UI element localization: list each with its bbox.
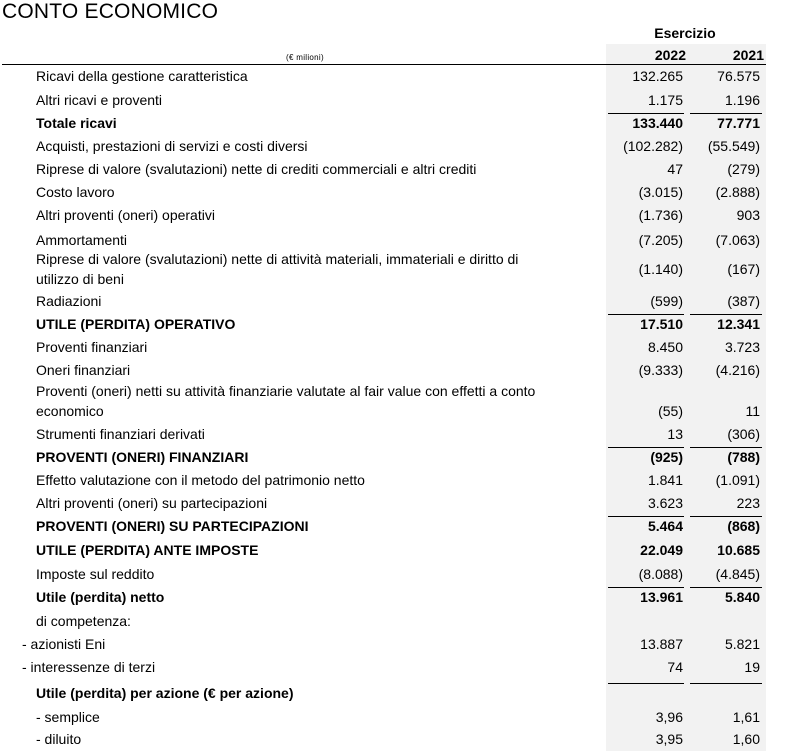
value-2022: 133.440 (632, 115, 683, 131)
subtotal-rule (690, 314, 762, 315)
value-2021: 1,61 (732, 709, 760, 725)
row-label: - azionisti Eni (22, 636, 106, 652)
row-label: Effetto valutazione con il metodo del patrimonio netto (36, 472, 365, 488)
row-label: PROVENTI (ONERI) SU PARTECIPAZIONI (36, 518, 309, 534)
value-2021: 77.771 (717, 115, 760, 131)
value-2021: 3.723 (724, 339, 760, 355)
value-2022: (1.736) (638, 207, 683, 223)
row-label: Costo lavoro (36, 184, 115, 200)
row-label: Acquisti, prestazioni di servizi e costi diversi (36, 138, 308, 154)
row-label: Altri proventi (oneri) operativi (36, 207, 215, 223)
value-2022: 13 (667, 426, 683, 442)
value-2022: (7.205) (638, 232, 683, 248)
row-label-continuation: economico (36, 403, 104, 419)
row-label: Totale ricavi (36, 115, 117, 131)
value-2021: 5.821 (724, 636, 760, 652)
header-rule (2, 64, 766, 65)
row-label: Utile (perdita) netto (36, 589, 165, 605)
value-2022: (599) (650, 293, 683, 309)
subtotal-rule (608, 587, 684, 588)
subtotal-rule (608, 447, 684, 448)
row-label-continuation: utilizzo di beni (36, 271, 124, 287)
value-2022: 74 (667, 659, 683, 675)
row-label: Riprese di valore (svalutazioni) nette di crediti commerciali e altri crediti (36, 161, 477, 177)
row-label: - interessenze di terzi (22, 659, 156, 675)
value-2021: (55.549) (707, 138, 760, 154)
value-2022: 47 (667, 161, 683, 177)
subtotal-rule (608, 314, 684, 315)
row-label: Radiazioni (36, 293, 102, 309)
row-label: - diluito (36, 731, 82, 747)
row-label: Ammortamenti (36, 232, 128, 248)
value-2021: (279) (727, 161, 760, 177)
value-2022: 1.175 (647, 92, 683, 108)
row-label: Strumenti finanziari derivati (36, 426, 205, 442)
row-label: Altri proventi (oneri) su partecipazioni (36, 495, 268, 511)
value-2021: (4.845) (715, 566, 760, 582)
value-2022: (925) (650, 449, 683, 465)
value-2022: (102.282) (623, 138, 683, 154)
year-2022-header: 2022 (654, 47, 686, 63)
value-2022: (8.088) (638, 566, 683, 582)
value-2021: (1.091) (715, 472, 760, 488)
value-2022: 3.623 (647, 495, 683, 511)
value-2022: 1.841 (647, 472, 683, 488)
value-2021: (167) (727, 261, 760, 277)
row-label: Proventi finanziari (36, 339, 148, 355)
subtotal-rule (690, 587, 762, 588)
value-2021: 1.196 (724, 92, 760, 108)
subtotal-rule (690, 683, 762, 684)
value-2021: (7.063) (715, 232, 760, 248)
value-2022: 3,96 (655, 709, 683, 725)
row-label: Imposte sul reddito (36, 566, 155, 582)
value-2021: 10.685 (717, 542, 760, 558)
unit-label: (€ milioni) (286, 53, 324, 62)
value-2021: 76.575 (717, 68, 760, 84)
row-label: UTILE (PERDITA) ANTE IMPOSTE (36, 542, 259, 558)
value-2022: 8.450 (647, 339, 683, 355)
value-2021: (4.216) (715, 362, 760, 378)
value-2022: (55) (658, 403, 683, 419)
period-label: Esercizio (654, 25, 716, 41)
value-2022: 13.961 (640, 589, 683, 605)
row-label: Ricavi della gestione caratteristica (36, 68, 248, 84)
value-2021: (306) (727, 426, 760, 442)
value-2021: 19 (744, 659, 760, 675)
value-2021: (868) (727, 518, 760, 534)
value-2021: 903 (736, 207, 760, 223)
value-2021: 5.840 (724, 589, 760, 605)
value-2021: (2.888) (715, 184, 760, 200)
page-title: CONTO ECONOMICO (2, 0, 219, 23)
row-label: Riprese di valore (svalutazioni) nette di attività materiali, immateriali e diritto di (36, 251, 519, 267)
row-label: Proventi (oneri) netti su attività finanziarie valutate al fair value con effetti a conto (36, 383, 536, 399)
row-label: PROVENTI (ONERI) FINANZIARI (36, 449, 249, 465)
year-2021-header: 2021 (732, 47, 764, 63)
subtotal-rule (608, 113, 684, 114)
value-2022: 3,95 (655, 731, 683, 747)
value-2022: 13.887 (640, 636, 683, 652)
row-label: - semplice (36, 709, 100, 725)
subtotal-rule (690, 113, 762, 114)
value-2022: (1.140) (638, 261, 683, 277)
value-2021: 12.341 (717, 316, 760, 332)
value-2022: 17.510 (640, 316, 683, 332)
value-2021: 11 (745, 403, 760, 419)
subtotal-rule (690, 516, 762, 517)
row-label: di competenza: (36, 613, 131, 629)
value-2021: 223 (736, 495, 760, 511)
row-label: UTILE (PERDITA) OPERATIVO (36, 316, 236, 332)
value-2021: 1,60 (732, 731, 760, 747)
subtotal-rule (608, 683, 684, 684)
value-2022: (9.333) (638, 362, 683, 378)
value-2022: (3.015) (638, 184, 683, 200)
value-2021: (788) (727, 449, 760, 465)
value-2022: 22.049 (640, 542, 683, 558)
row-label: Utile (perdita) per azione (€ per azione) (36, 685, 294, 701)
row-label: Oneri finanziari (36, 362, 131, 378)
subtotal-rule (690, 447, 762, 448)
value-2022: 5.464 (647, 518, 683, 534)
value-2021: (387) (727, 293, 760, 309)
value-2022: 132.265 (632, 68, 683, 84)
row-label: Altri ricavi e proventi (36, 92, 163, 108)
subtotal-rule (608, 516, 684, 517)
